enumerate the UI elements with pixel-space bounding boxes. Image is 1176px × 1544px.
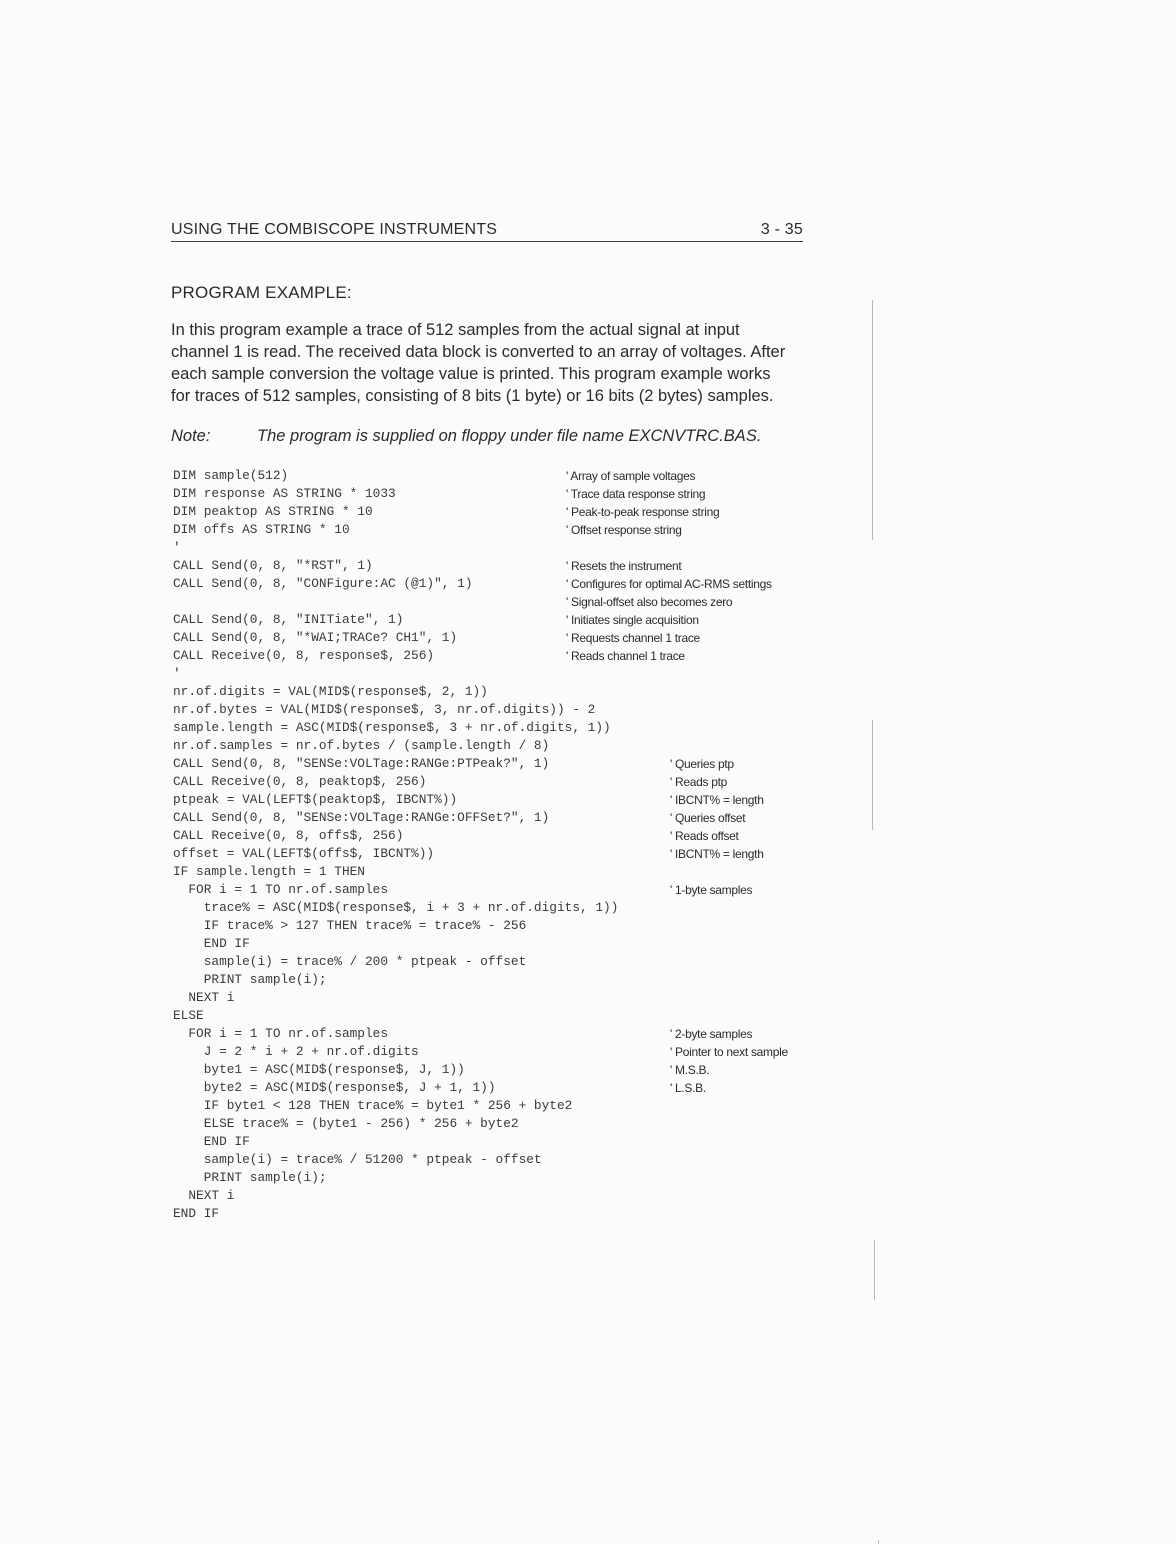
code-line [173,611,813,629]
code-comment: ' M.S.B. [670,1063,710,1077]
code-comment: ' Reads offset [670,829,739,843]
code-line [173,1133,813,1151]
code-text: FOR i = 1 TO nr.of.samples [173,1026,389,1041]
code-text: DIM sample(512) [173,468,289,483]
intro-line: channel 1 is read. The received data block is converted to an array of voltages. After [171,343,786,361]
page-header [171,219,803,242]
code-comment: ' Array of sample voltages [566,469,696,483]
note [171,427,761,446]
code-line [173,593,813,611]
code-line [173,1115,813,1133]
code-line [173,791,813,809]
code-line [173,683,813,701]
code-line [173,485,813,503]
code-text: NEXT i [173,990,235,1005]
code-line [173,1169,813,1187]
code-comment: ' Queries offset [670,811,746,825]
code-text: offset = VAL(LEFT$(offs$, IBCNT%)) [173,846,435,861]
page-number: 3 - 35 [760,221,803,238]
code-line [173,755,813,773]
code-text: END IF [173,936,250,951]
chapter-title: USING THE COMBISCOPE INSTRUMENTS [171,221,498,238]
code-text: END IF [173,1206,220,1221]
code-line [173,575,813,593]
code-text: byte1 = ASC(MID$(response$, J, 1)) [173,1062,465,1077]
code-line [173,1025,813,1043]
code-text: ' [173,666,181,681]
code-text: byte2 = ASC(MID$(response$, J + 1, 1)) [173,1080,496,1095]
code-text: DIM offs AS STRING * 10 [173,522,350,537]
note-text: The program is supplied on floppy under file name EXCNVTRC.BAS. [257,427,762,445]
code-text: DIM response AS STRING * 1033 [173,486,396,501]
intro-line: each sample conversion the voltage value is printed. This program example works [171,365,771,383]
code-line [173,1097,813,1115]
code-text: IF sample.length = 1 THEN [173,864,365,879]
code-comment: ' IBCNT% = length [670,793,764,807]
code-text: CALL Send(0, 8, "SENSe:VOLTage:RANGe:PTPeak?", 1) [173,756,550,771]
code-text: PRINT sample(i); [173,972,327,987]
code-comment: ' Configures for optimal AC-RMS settings [566,577,772,591]
code-text: nr.of.samples = nr.of.bytes / (sample.length / 8) [173,738,550,753]
code-line [173,701,813,719]
code-text: DIM peaktop AS STRING * 10 [173,504,373,519]
code-text: PRINT sample(i); [173,1170,327,1185]
intro-line: In this program example a trace of 512 samples from the actual signal at input [171,321,740,339]
code-text: CALL Receive(0, 8, offs$, 256) [173,828,404,843]
code-text: FOR i = 1 TO nr.of.samples [173,882,389,897]
code-text: CALL Receive(0, 8, response$, 256) [173,648,435,663]
code-line [173,557,813,575]
code-line [173,809,813,827]
code-line [173,1151,813,1169]
code-text: CALL Send(0, 8, "*RST", 1) [173,558,373,573]
code-line [173,737,813,755]
section-title: PROGRAM EXAMPLE: [171,283,352,302]
code-line [173,467,813,485]
code-comment: ' Requests channel 1 trace [566,631,700,645]
code-text: ptpeak = VAL(LEFT$(peaktop$, IBCNT%)) [173,792,458,807]
code-text: CALL Send(0, 8, "*WAI;TRACe? CH1", 1) [173,630,458,645]
code-text: trace% = ASC(MID$(response$, i + 3 + nr.of.digits, 1)) [173,900,619,915]
code-text: NEXT i [173,1188,235,1203]
code-comment: ' 1-byte samples [670,883,753,897]
code-text: sample(i) = trace% / 51200 * ptpeak - offset [173,1152,542,1167]
code-comment: ' Peak-to-peak response string [566,505,720,519]
note-label: Note: [171,427,211,445]
code-text: ELSE trace% = (byte1 - 256) * 256 + byte2 [173,1116,519,1131]
code-comment: ' Signal-offset also becomes zero [566,595,733,609]
code-line [173,863,813,881]
code-line [173,503,813,521]
code-line [173,989,813,1007]
code-line [173,827,813,845]
code-line [173,1079,813,1097]
code-comment: ' Offset response string [566,523,682,537]
code-comment: ' Pointer to next sample [670,1045,788,1059]
code-line [173,539,813,557]
code-comment: ' Reads ptp [670,775,728,789]
code-line [173,953,813,971]
code-text: sample.length = ASC(MID$(response$, 3 + nr.of.digits, 1)) [173,720,611,735]
code-listing [173,467,813,1223]
code-line [173,665,813,683]
code-line [173,647,813,665]
code-line [173,521,813,539]
intro-line: for traces of 512 samples, consisting of 8 bits (1 byte) or 16 bits (2 bytes) samples. [171,387,774,405]
code-comment: ' 2-byte samples [670,1027,753,1041]
code-comment: ' Initiates single acquisition [566,613,699,627]
code-line [173,845,813,863]
code-line [173,1187,813,1205]
code-text: J = 2 * i + 2 + nr.of.digits [173,1044,419,1059]
code-text: ELSE [173,1008,204,1023]
code-text: CALL Send(0, 8, "INITiate", 1) [173,612,404,627]
code-text: IF trace% > 127 THEN trace% = trace% - 256 [173,918,527,933]
code-text: CALL Send(0, 8, "SENSe:VOLTage:RANGe:OFFSet?", 1) [173,810,550,825]
code-line [173,881,813,899]
code-text: ' [173,540,181,555]
code-comment: ' IBCNT% = length [670,847,764,861]
code-line [173,971,813,989]
code-line [173,773,813,791]
code-comment: ' Trace data response string [566,487,706,501]
code-comment: ' L.S.B. [670,1081,706,1095]
code-text: nr.of.bytes = VAL(MID$(response$, 3, nr.of.digits)) - 2 [173,702,596,717]
code-comment: ' Resets the instrument [566,559,682,573]
code-line [173,899,813,917]
code-text: IF byte1 < 128 THEN trace% = byte1 * 256 + byte2 [173,1098,573,1113]
code-line [173,1205,813,1223]
code-line [173,629,813,647]
code-comment: ' Queries ptp [670,757,734,771]
code-line [173,1007,813,1025]
code-line [173,935,813,953]
code-text: CALL Receive(0, 8, peaktop$, 256) [173,774,427,789]
code-text: nr.of.digits = VAL(MID$(response$, 2, 1)) [173,684,488,699]
code-text: sample(i) = trace% / 200 * ptpeak - offset [173,954,527,969]
code-comment: ' Reads channel 1 trace [566,649,685,663]
code-line [173,719,813,737]
code-line [173,917,813,935]
code-line [173,1043,813,1061]
code-text: END IF [173,1134,250,1149]
code-text: CALL Send(0, 8, "CONFigure:AC (@1)", 1) [173,576,473,591]
intro-paragraph [171,319,811,407]
code-line [173,1061,813,1079]
